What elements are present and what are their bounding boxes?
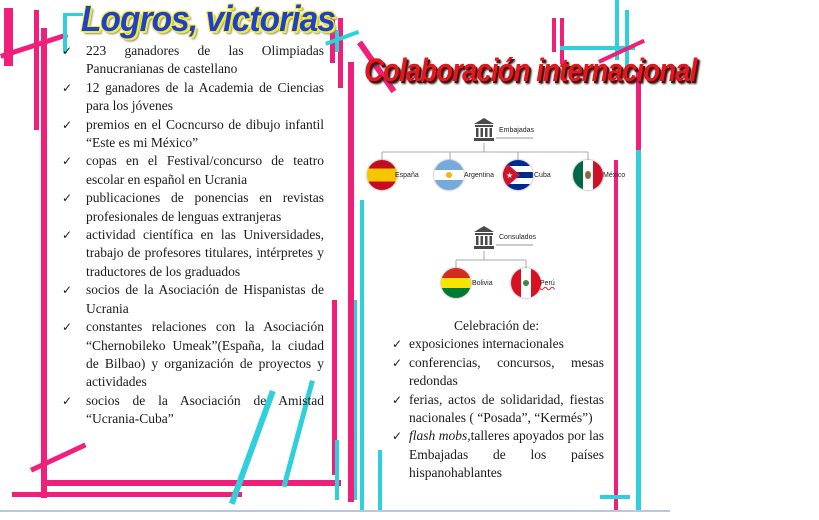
list-item: ✓ publicaciones de ponencias en revistas profesionales de lenguas extranjeras bbox=[62, 190, 324, 224]
embassy-label: Argentina bbox=[464, 172, 494, 179]
list-item: ✓ conferencias, concursos, mesas redondas bbox=[392, 354, 604, 389]
consulates-label: Consulados bbox=[499, 234, 536, 241]
flag-mexico-icon bbox=[573, 160, 603, 190]
flag-peru-icon bbox=[511, 268, 541, 298]
checkmark-icon: ✓ bbox=[392, 355, 403, 370]
checkmark-icon: ✓ bbox=[392, 392, 403, 407]
checkmark-icon: ✓ bbox=[62, 154, 73, 169]
embassy-label: España bbox=[395, 172, 419, 179]
list-item: ✓ exposiciones internacionales bbox=[392, 335, 604, 353]
flag-argentina-icon bbox=[434, 160, 464, 190]
celebration-heading: Celebración de: bbox=[454, 318, 540, 333]
list-item: ✓ socios de la Asociación de Amistad “Ucrania-Cuba” bbox=[62, 392, 324, 427]
checkmark-icon: ✓ bbox=[392, 429, 403, 444]
celebration-section bbox=[392, 317, 604, 483]
checkmark-icon: ✓ bbox=[62, 283, 73, 298]
embassy-label: Cuba bbox=[534, 172, 551, 179]
checkmark-icon: ✓ bbox=[62, 44, 73, 58]
checkmark-icon: ✓ bbox=[392, 337, 403, 352]
building-icon bbox=[474, 118, 494, 141]
checkmark-icon: ✓ bbox=[62, 393, 73, 408]
svg-text:★: ★ bbox=[506, 171, 514, 180]
flash-mobs-term: flash mobs, bbox=[409, 428, 471, 444]
checkmark-icon: ✓ bbox=[62, 191, 73, 206]
embassies-label: Embajadas bbox=[499, 127, 535, 134]
flag-bolivia-icon bbox=[441, 268, 471, 298]
consulate-label: Perú bbox=[540, 280, 555, 287]
left-panel-title: Logros, victorias bbox=[81, 0, 335, 39]
list-item: ✓ socios de la Asociación de Hispanistas de Ucrania bbox=[62, 282, 324, 316]
checkmark-icon: ✓ bbox=[62, 320, 73, 335]
consulate-label: Bolivia bbox=[472, 280, 493, 287]
list-item: ✓ 12 ganadores de la Academia de Ciencias para los jóvenes bbox=[62, 79, 324, 114]
flag-spain-icon bbox=[367, 160, 397, 190]
list-item: ✓ ferias, actos de solidaridad, fiestas nacionales ( “Posada”, “Kermés”) bbox=[392, 391, 604, 426]
checkmark-icon: ✓ bbox=[62, 80, 73, 95]
list-item: ✓ premios en el Cocncurso de dibujo infantil “Este es mi México” bbox=[62, 116, 324, 151]
list-item: ✓ copas en el Festival/concurso de teatro escolar en español en Ucrania bbox=[62, 153, 324, 187]
flag-cuba-icon bbox=[503, 160, 533, 190]
list-item: ✓ flash mobs,talleres apoyados por las Embajadas de los países hispanohablantes bbox=[392, 428, 604, 481]
embassy-label: México bbox=[603, 172, 626, 179]
list-item: ✓ constantes relaciones con la Asociación “Chernobileko Umeak”(España, la ciudad de Bilbao) y organización de proyectos y actividades bbox=[62, 319, 324, 390]
checkmark-icon: ✓ bbox=[62, 228, 73, 243]
list-item: ✓ 223 ganadores de las Olimpiadas Panucranianas de castellano bbox=[62, 43, 324, 77]
list-item: ✓ actividad científica en las Universidades, trabajo de profesores titulares, intérpretes y traductores de los graduados bbox=[62, 227, 324, 279]
building-icon bbox=[474, 226, 494, 249]
right-panel-title: Colaboración internacional bbox=[364, 52, 697, 88]
checkmark-icon: ✓ bbox=[62, 117, 73, 132]
